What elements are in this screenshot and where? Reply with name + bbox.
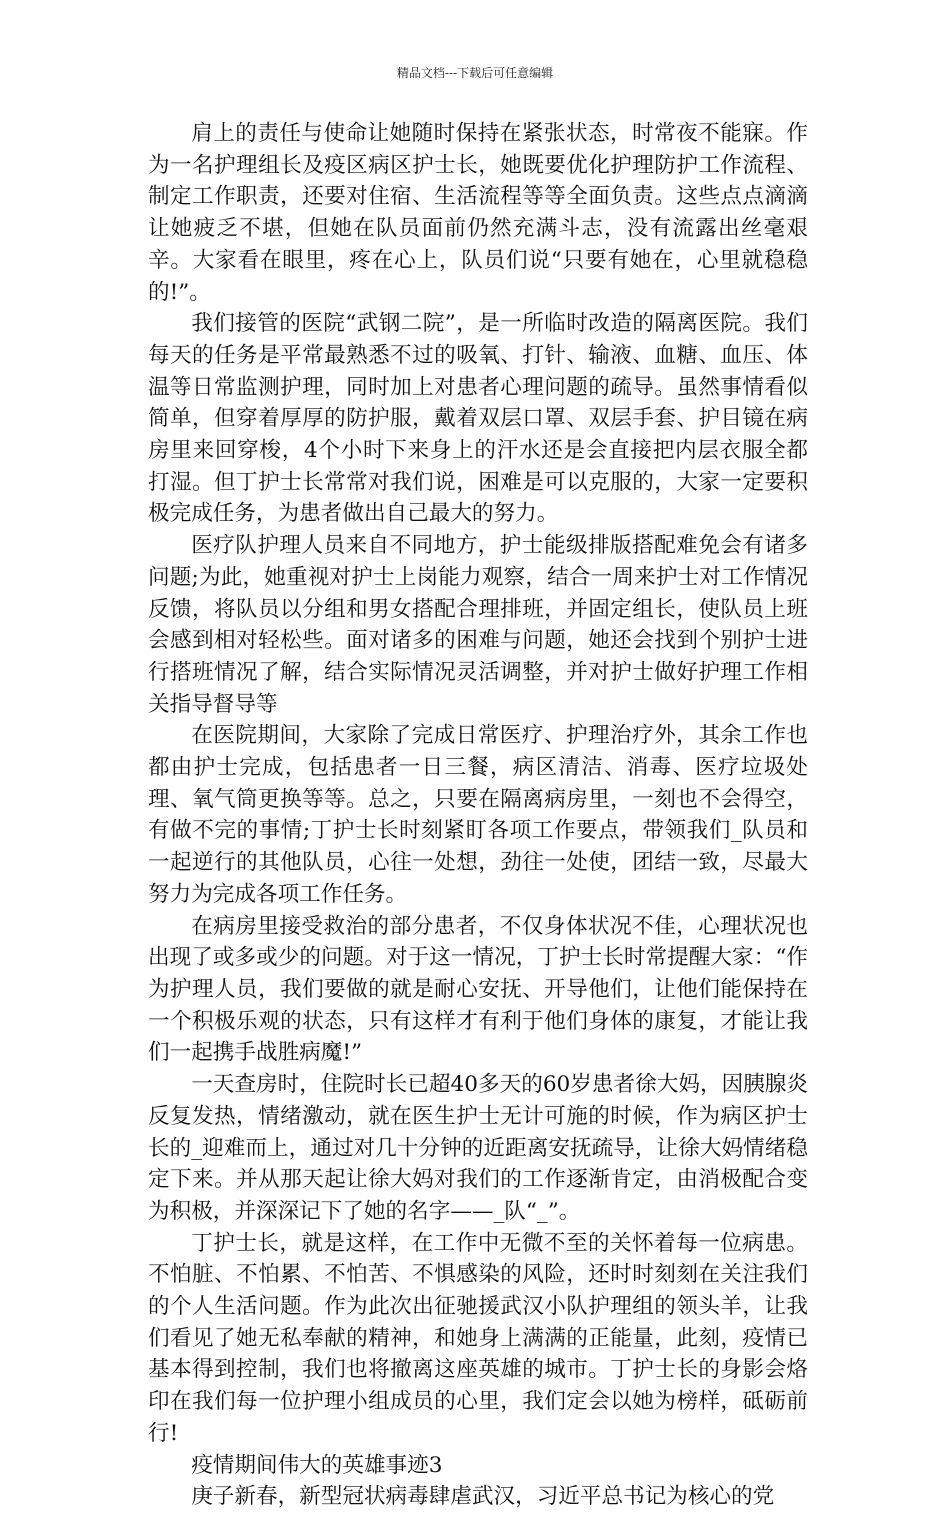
section-heading: 疫情期间伟大的英雄事迹3 (191, 1452, 443, 1478)
paragraph-6: 一天查房时，住院时长已超40多天的60岁患者徐大妈，因胰腺炎反复发热，情绪激动，就在医生护士无计可施的时候，作为病区护士长的_迎难而上，通过对几十分钟的近距离安抚疏导，让徐大妈情绪稳定下来。并从那天起让徐大妈对我们的工作逐渐肯定，由消极配合变为积极，并深深记下了她的名字——_队“_”。 (148, 1072, 808, 1224)
paragraph-7: 丁护士长，就是这样，在工作中无微不至的关怀着每一位病患。不怕脏、不怕累、不怕苦、不惧感染的风险，还时时刻刻在关注我们的个人生活问题。作为此次出征驰援武汉小队护理组的领头羊，让我们看见了她无私奉献的精神，和她身上满满的正能量，此刻，疫情已基本得到控制，我们也将撤离这座英雄的城市。丁护士长的身影会烙印在我们每一位护理小组成员的心里，我们定会以她为榜样，砥砺前行! (148, 1230, 808, 1446)
paragraph-4: 在医院期间，大家除了完成日常医疗、护理治疗外，其余工作也都由护士完成，包括患者一日三餐，病区清洁、消毒、医疗垃圾处理、氧气筒更换等等。总之，只要在隔离病房里，一刻也不会得空，有做不完的事情;丁护士长时刻紧盯各项工作要点，带领我们_队员和一起逆行的其他队员，心往一处想，劲往一处使，团结一致，尽最大努力为完成各项工作任务。 (148, 723, 808, 907)
document-body (148, 118, 808, 1513)
paragraph-8: 庚子新春，新型冠状病毒肆虐武汉，习近平总书记为核心的党 (191, 1484, 775, 1510)
paragraph-5: 在病房里接受救治的部分患者，不仅身体状况不佳，心理状况也出现了或多或少的问题。对于这一情况，丁护士长时常提醒大家：“作为护理人员，我们要做的就是耐心安抚、开导他们，让他们能保持在一个积极乐观的状态，只有这样才有利于他们身体的康复，才能让我们一起携手战胜病魔!” (148, 913, 808, 1066)
paragraph-2: 我们接管的医院“武钢二院”，是一所临时改造的隔离医院。我们每天的任务是平常最熟悉不过的吸氧、打针、输液、血糖、血压、体温等日常监测护理，同时加上对患者心理问题的疏导。虽然事情看似简单，但穿着厚厚的防护服，戴着双层口罩、双层手套、护目镜在病房里来回穿梭，4个小时下来身上的汗水还是会直接把内层衣服全都打湿。但丁护士长常常对我们说，困难是可以克服的，大家一定要积极完成任务，为患者做出自己最大的努力。 (148, 311, 808, 527)
page-header: 精品文档---下载后可任意编辑 (396, 66, 554, 80)
paragraph-1: 肩上的责任与使命让她随时保持在紧张状态，时常夜不能寐。作为一名护理组长及疫区病区护士长，她既要优化护理防护工作流程、制定工作职责，还要对住宿、生活流程等等全面负责。这些点点滴滴让她疲乏不堪，但她在队员面前仍然充满斗志，没有流露出丝毫艰辛。大家看在眼里，疼在心上，队员们说“只要有她在，心里就稳稳的!”。 (148, 121, 808, 305)
paragraph-3: 医疗队护理人员来自不同地方，护士能级排版搭配难免会有诸多问题;为此，她重视对护士上岗能力观察，结合一周来护士对工作情况反馈，将队员以分组和男女搭配合理排班，并固定组长，使队员上班会感到相对轻松些。面对诸多的困难与问题，她还会找到个别护士进行搭班情况了解，结合实际情况灵活调整，并对护士做好护理工作相关指导督导等 (148, 533, 808, 717)
